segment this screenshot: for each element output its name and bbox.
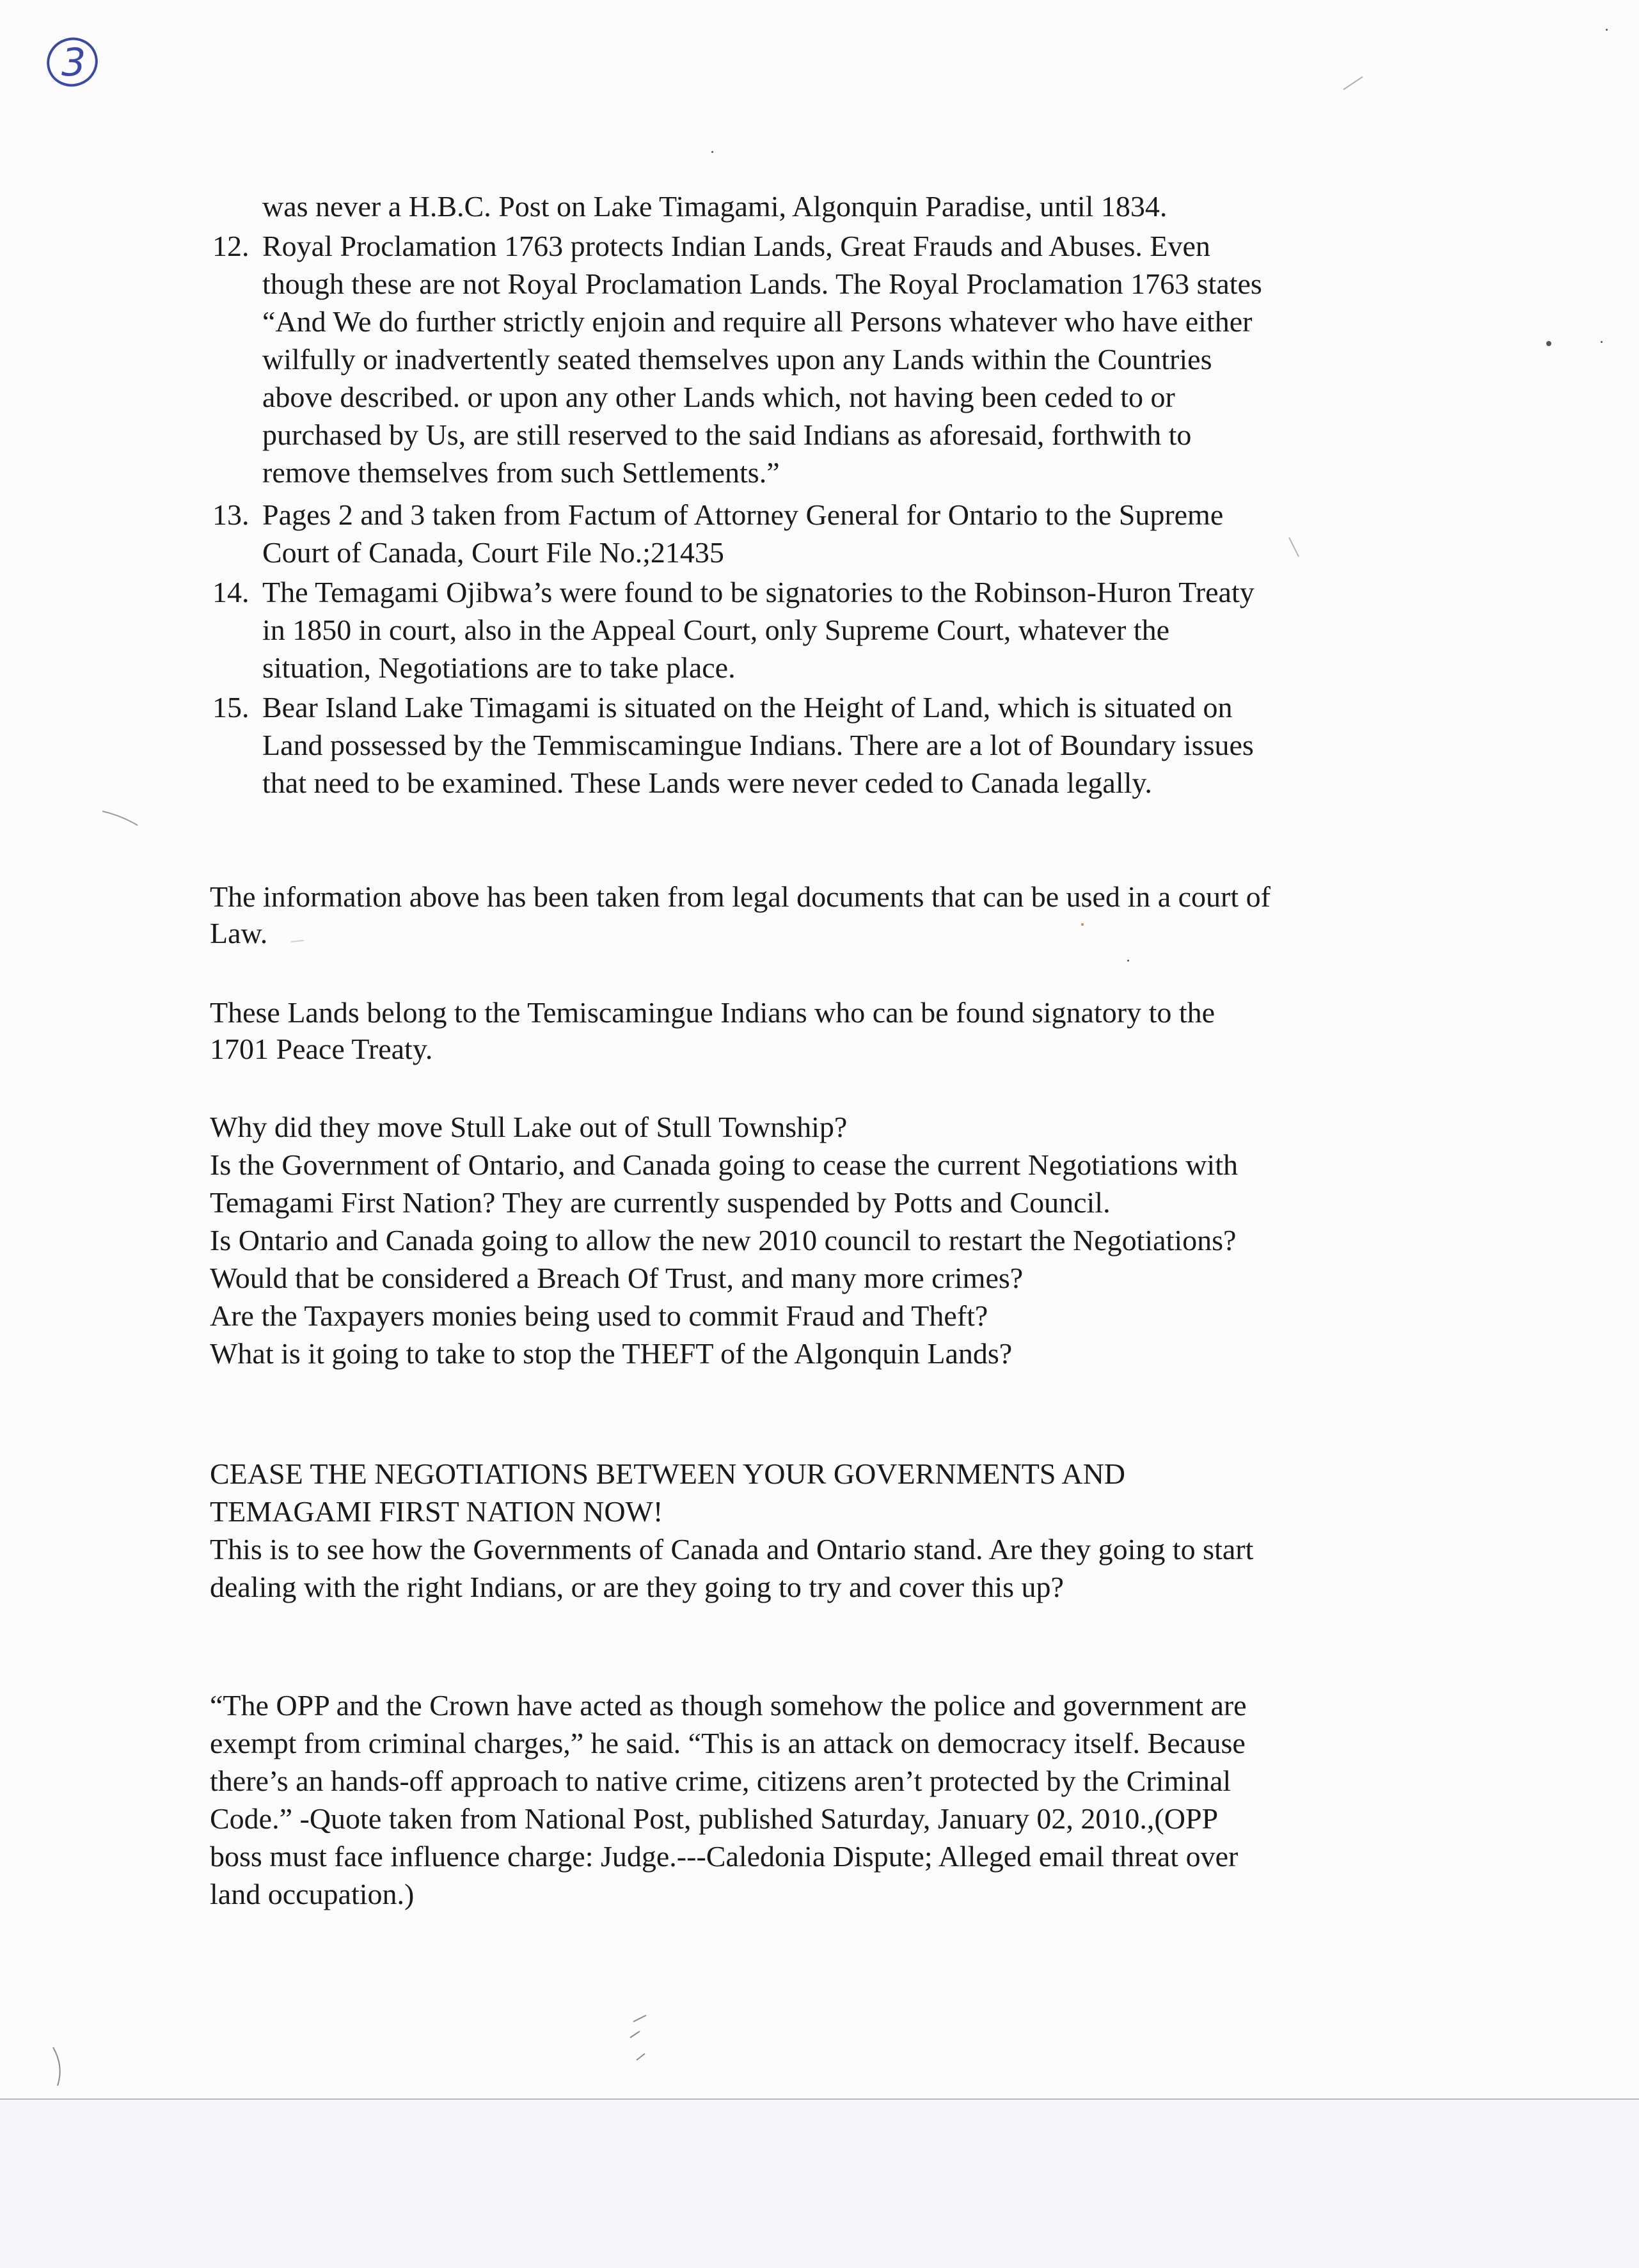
- item-line: situation, Negotiations are to take place.: [262, 651, 736, 684]
- demand-line: dealing with the right Indians, or are they going to try and cover this up?: [210, 1571, 1064, 1603]
- question-line: Temagami First Nation? They are currently suspended by Potts and Council.: [210, 1186, 1111, 1219]
- question-line: Are the Taxpayers monies being used to commit Fraud and Theft?: [210, 1299, 988, 1332]
- quote-line: exempt from criminal charges,” he said. “This is an attack on democracy itself. Because: [210, 1727, 1246, 1759]
- page-number-text: 3: [61, 40, 86, 85]
- circled-page-number: [44, 33, 101, 91]
- scan-speck: [711, 151, 713, 153]
- demand-line: This is to see how the Governments of Canada and Ontario stand. Are they going to start: [210, 1533, 1254, 1566]
- demand-heading-line: TEMAGAMI FIRST NATION NOW!: [210, 1495, 663, 1528]
- item-line: “And We do further strictly enjoin and require all Persons whatever who have either: [262, 305, 1253, 338]
- quote-line: there’s an hands-off approach to native crime, citizens aren’t protected by the Criminal: [210, 1764, 1231, 1797]
- item-line: wilfully or inadvertently seated themselves upon any Lands within the Countries: [262, 343, 1212, 376]
- item-line: remove themselves from such Settlements.”: [262, 456, 780, 489]
- question-line: Why did they move Stull Lake out of Stull Township?: [210, 1111, 848, 1143]
- item-line: Pages 2 and 3 taken from Factum of Attorney General for Ontario to the Supreme: [262, 498, 1224, 531]
- item-line: Court of Canada, Court File No.;21435: [262, 536, 724, 569]
- question-line: Is the Government of Ontario, and Canada going to cease the current Negotiations with: [210, 1148, 1238, 1181]
- quote-line: “The OPP and the Crown have acted as though somehow the police and government are: [210, 1689, 1247, 1722]
- item-line: Bear Island Lake Timagami is situated on the Height of Land, which is situated on: [262, 691, 1233, 724]
- scan-speck: [1606, 29, 1608, 31]
- paragraph-line: Law.: [210, 917, 268, 949]
- demand-heading-line: CEASE THE NEGOTIATIONS BETWEEN YOUR GOVERNMENTS AND: [210, 1457, 1126, 1490]
- scan-speck: [1601, 341, 1603, 343]
- item-line: Royal Proclamation 1763 protects Indian Lands, Great Frauds and Abuses. Even: [262, 230, 1210, 262]
- item-number: 13.: [212, 498, 249, 531]
- question-line: Is Ontario and Canada going to allow the new 2010 council to restart the Negotiations?: [210, 1224, 1237, 1257]
- quote-line: boss must face influence charge: Judge.---Caledonia Dispute; Alleged email threat over: [210, 1840, 1239, 1873]
- item-number: 15.: [212, 691, 249, 724]
- item-line: though these are not Royal Proclamation Lands. The Royal Proclamation 1763 states: [262, 267, 1262, 300]
- quote-line: Code.” -Quote taken from National Post, published Saturday, January 02, 2010.,(OPP: [210, 1802, 1219, 1835]
- continuation-line: was never a H.B.C. Post on Lake Timagami, Algonquin Paradise, until 1834.: [262, 190, 1168, 223]
- scan-speck: [1081, 923, 1084, 926]
- item-number: 12.: [212, 230, 249, 262]
- item-number: 14.: [212, 576, 249, 608]
- paragraph-line: The information above has been taken from legal documents that can be used in a court of: [210, 880, 1271, 913]
- item-line: The Temagami Ojibwa’s were found to be signatories to the Robinson-Huron Treaty: [262, 576, 1255, 608]
- paragraph-line: These Lands belong to the Temiscamingue Indians who can be found signatory to the: [210, 996, 1215, 1029]
- item-line: in 1850 in court, also in the Appeal Court, only Supreme Court, whatever the: [262, 614, 1170, 646]
- quote-line: land occupation.): [210, 1878, 415, 1910]
- scan-speck: [1127, 960, 1129, 962]
- item-line: purchased by Us, are still reserved to the said Indians as aforesaid, forthwith to: [262, 418, 1192, 451]
- paragraph-line: 1701 Peace Treaty.: [210, 1033, 433, 1065]
- question-line: What is it going to take to stop the THEFT of the Algonquin Lands?: [210, 1337, 1013, 1370]
- scan-speck: [1546, 341, 1551, 346]
- item-line: Land possessed by the Temmiscamingue Indians. There are a lot of Boundary issues: [262, 729, 1254, 761]
- item-line: that need to be examined. These Lands were never ceded to Canada legally.: [262, 766, 1152, 799]
- question-line: Would that be considered a Breach Of Trust, and many more crimes?: [210, 1262, 1024, 1294]
- item-line: above described. or upon any other Lands which, not having been ceded to or: [262, 381, 1175, 413]
- scanner-bed-area: [0, 2098, 1639, 2268]
